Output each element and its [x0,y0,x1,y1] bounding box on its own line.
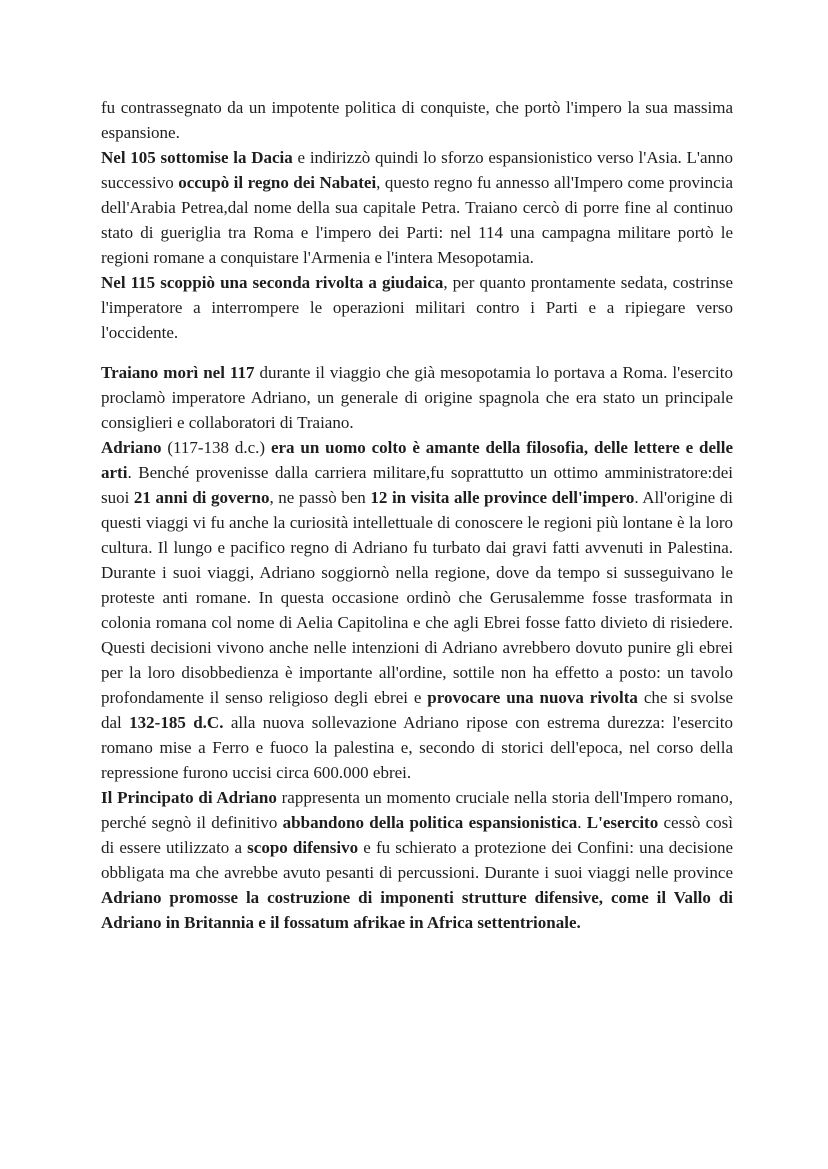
text-run: rappresenta un momento cruciale nella storia dell'Impero romano, perché segnò il definitivo [101,788,733,832]
bold-text-run: Adriano promosse la costruzione di imponenti strutture difensive, come il Vallo di Adriano in Britannia e il fossatum afrikae in Africa settentrionale. [101,888,733,932]
bold-text-run: Nel 115 scoppiò una seconda rivolta a giudaica [101,273,444,292]
bold-text-run: abbandono della politica espansionistica [282,813,578,832]
paragraph [101,435,733,785]
bold-text-run: era un uomo colto è amante della filosofia, delle lettere e delle arti [101,438,733,482]
bold-text-run: L'esercito [586,813,659,832]
paragraph [101,145,733,270]
text-run: . All'origine di questi viaggi vi fu anche la curiosità intellettuale di conoscere le regioni più lontane è la loro cultura. Il lungo e pacifico regno di Adriano fu turbato dai gravi fatti avvenuti in Palestina. Durante i suoi viaggi, Adriano soggiornò nella regione, dove da tempo si susseguivano le proteste anti romane. In questa occasione ordinò che Gerusalemme fosse trasformata in colonia romana col nome di Aelia Capitolina e che agli Ebrei fosse fatto divieto di risiedere. Questi decisioni vivono anche nelle intenzioni di Adriano avrebbero dovuto punire gli ebrei per la loro disobbedienza è importante all'ordine, sottile non ha effetto a posto: un tavolo profondamente il senso religioso degli ebrei e [101,488,734,707]
bold-text-run: 132-185 d.C. [129,713,224,732]
text-run: , per quanto prontamente sedata, costrinse l'imperatore a interrompere le operazioni militari contro i Parti e a ripiegare verso l'occidente. [101,273,733,342]
paragraph [101,95,733,145]
bold-text-run: Il Principato di Adriano [101,788,277,807]
bold-text-run: provocare una nuova rivolta [427,688,638,707]
text-run: che si svolse dal [101,688,734,732]
text-run: cessò così di essere utilizzato a [101,813,734,857]
text-run: durante il viaggio che già mesopotamia lo portava a Roma. l'esercito proclamò imperatore Adriano, un generale di origine spagnola che era stato un principale consiglieri e collaboratori di Traiano. [101,363,734,432]
text-run: (117-138 d.c.) [161,438,271,457]
text-run: . [577,813,587,832]
text-run: e fu schierato a protezione dei Confini: una decisione obbligata ma che avrebbe avuto pesanti di percussioni. Durante i suoi viaggi nelle province [101,838,733,882]
bold-text-run: Traiano morì nel 117 [101,363,255,382]
text-run: . Benché provenisse dalla carriera militare,fu soprattutto un ottimo amministratore:dei suoi [101,463,733,507]
bold-text-run: occupò il regno dei Nabatei [178,173,377,192]
paragraph [101,270,733,345]
bold-text-run: Nel 105 sottomise la Dacia [101,148,293,167]
bold-text-run: Adriano [101,438,162,457]
text-run: alla nuova sollevazione Adriano ripose con estrema durezza: l'esercito romano mise a Ferro e fuoco la palestina e, secondo di storici dell'epoca, nel corso della repressione furono uccisi circa 600.000 ebrei. [101,713,733,782]
text-run: fu contrassegnato da un impotente politica di conquiste, che portò l'impero la sua massima espansione. [101,98,733,142]
text-run: e indirizzò quindi lo sforzo espansionistico verso l'Asia. L'anno successivo [101,148,733,192]
bold-text-run: 21 anni di governo [133,488,270,507]
bold-text-run: 12 in visita alle province dell'impero [370,488,635,507]
text-run: , questo regno fu annesso all'Impero come provincia dell'Arabia Petrea,dal nome della sua capitale Petra. Traiano cercò di porre fine al continuo stato di gueriglia tra Roma e l'impero dei Parti: nel 114 una campagna militare portò le regioni romane a conquistare l'Armenia e l'intera Mesopotamia. [101,173,733,267]
bold-text-run: scopo difensivo [247,838,359,857]
text-run: , ne passò ben [269,488,371,507]
paragraph [101,360,733,435]
text-block [101,95,733,935]
paragraph [101,785,733,935]
